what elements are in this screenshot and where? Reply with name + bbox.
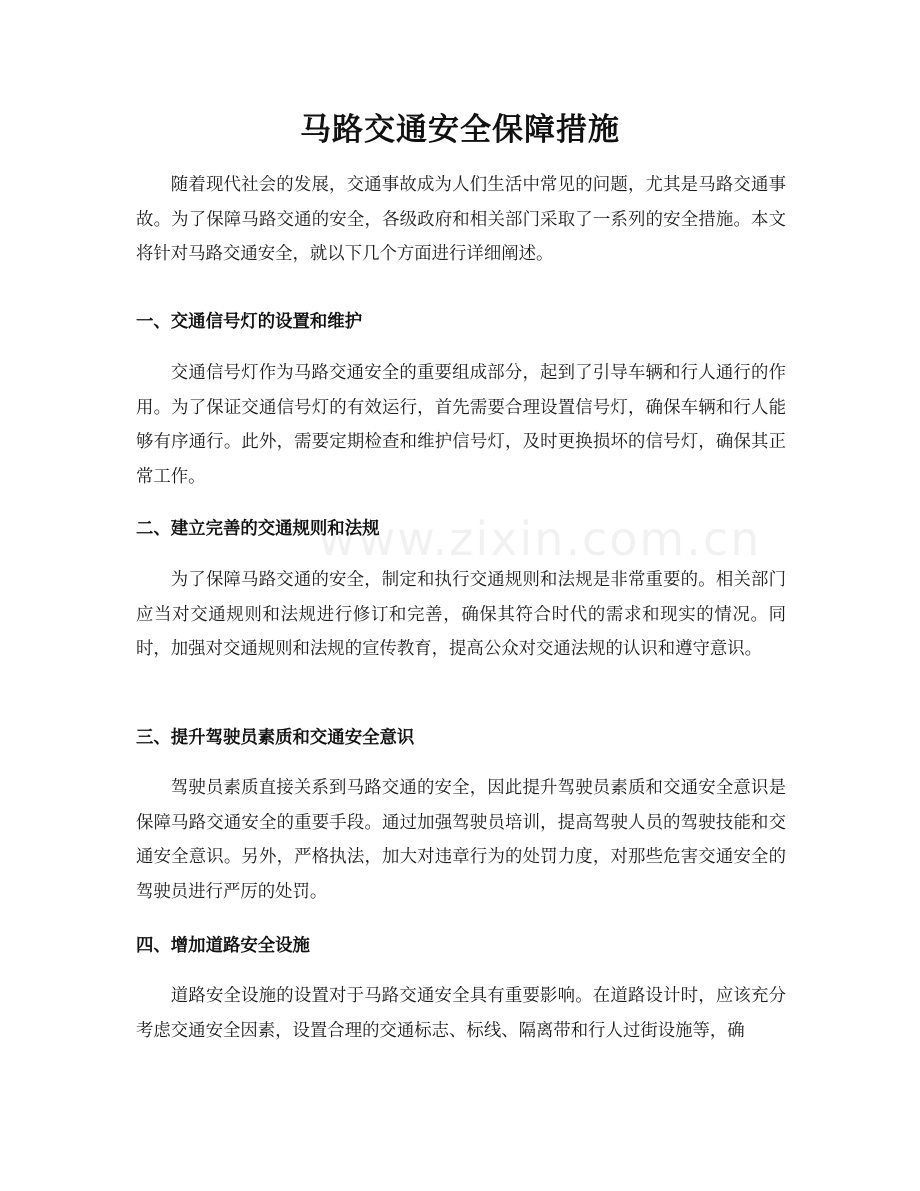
watermark: www.zixin.com.cn bbox=[318, 512, 762, 566]
section-1-body: 交通信号灯作为马路交通安全的重要组成部分，起到了引导车辆和行人通行的作用。为了保证交通信号灯的有效运行，首先需要合理设置信号灯，确保车辆和行人能够有序通行。此外，需要定期检查和维护信号灯，及时更换损坏的信号灯，确保其正常工作。 bbox=[136, 363, 786, 487]
section-3-body: 驾驶员素质直接关系到马路交通的安全，因此提升驾驶员素质和交通安全意识是保障马路交通安全的重要手段。通过加强驾驶员培训，提高驾驶人员的驾驶技能和交通安全意识。另外，严格执法，加大对违章行为的处罚力度，对那些危害交通安全的驾驶员进行严厉的处罚。 bbox=[136, 778, 786, 902]
section-2-heading: 二、建立完善的交通规则和法规 bbox=[136, 519, 380, 539]
document-title: 马路交通安全保障措施 bbox=[300, 112, 620, 148]
section-4-heading: 四、增加道路安全设施 bbox=[136, 936, 310, 956]
section-3-heading: 三、提升驾驶员素质和交通安全意识 bbox=[136, 728, 415, 748]
intro-paragraph: 随着现代社会的发展，交通事故成为人们生活中常见的问题，尤其是马路交通事故。为了保障马路交通的安全，各级政府和相关部门采取了一系列的安全措施。本文将针对马路交通安全，就以下几个方面进行详细阐述。 bbox=[136, 175, 786, 264]
section-2-body: 为了保障马路交通的安全，制定和执行交通规则和法规是非常重要的。相关部门应当对交通规则和法规进行修订和完善，确保其符合时代的需求和现实的情况。同时，加强对交通规则和法规的宣传教育，提高公众对交通法规的认识和遵守意识。 bbox=[136, 570, 786, 659]
section-4-body: 道路安全设施的设置对于马路交通安全具有重要影响。在道路设计时，应该充分考虑交通安全因素，设置合理的交通标志、标线、隔离带和行人过街设施等，确 bbox=[136, 986, 786, 1041]
section-1-heading: 一、交通信号灯的设置和维护 bbox=[136, 312, 363, 332]
